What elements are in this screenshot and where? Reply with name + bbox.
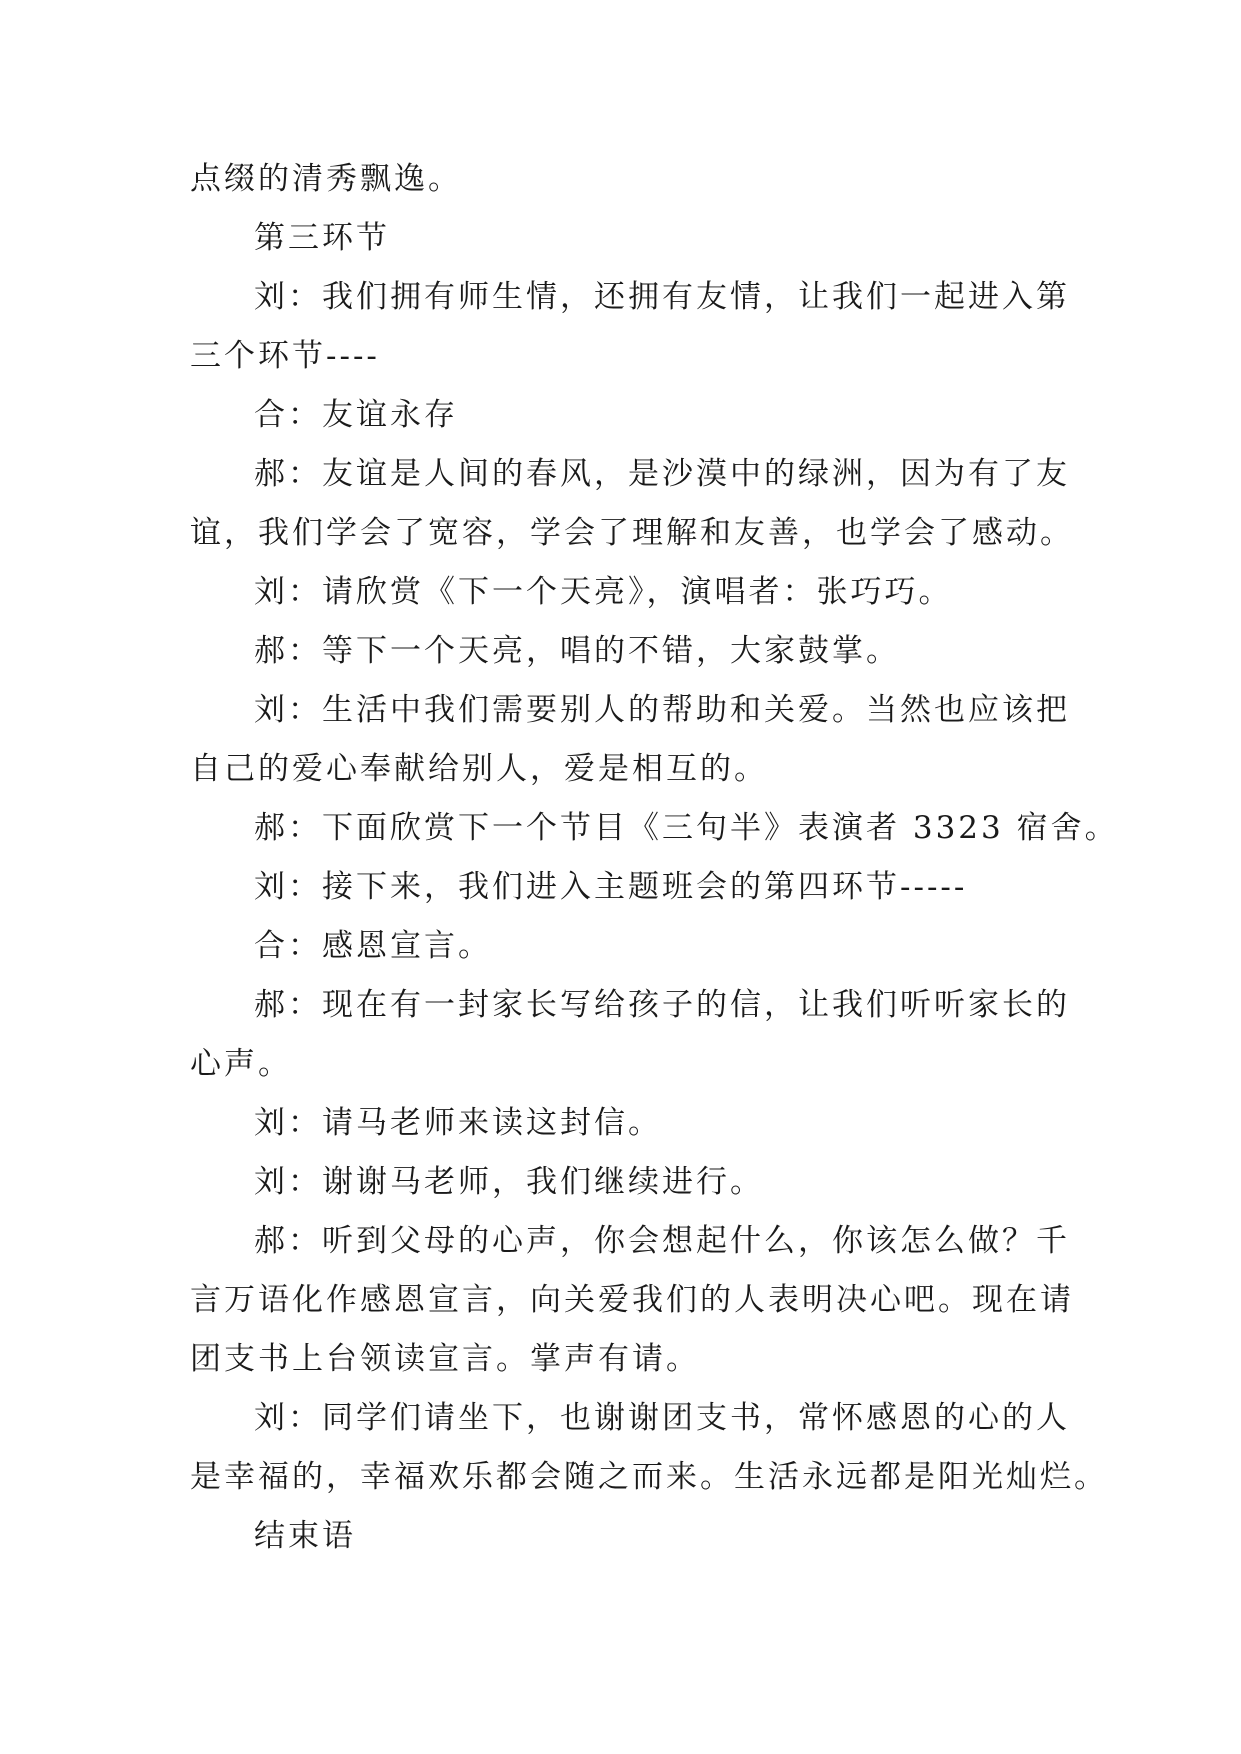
text-line: 刘：生活中我们需要别人的帮助和关爱。当然也应该把 (254, 692, 1070, 728)
text-line: 刘：我们拥有师生情，还拥有友情，让我们一起进入第 (254, 279, 1070, 315)
text-line: 团支书上台领读宣言。掌声有请。 (190, 1341, 700, 1377)
document-page (190, 150, 1119, 1566)
text-line: 刘：请欣赏《下一个天亮》，演唱者：张巧巧。 (254, 574, 953, 610)
text-line: 点缀的清秀飘逸。 (190, 161, 462, 197)
text-line: 心声。 (190, 1046, 292, 1082)
text-line: 郝：现在有一封家长写给孩子的信，让我们听听家长的 (254, 987, 1070, 1023)
text-line: 自己的爱心奉献给别人，爱是相互的。 (190, 751, 768, 787)
text-line: 三个环节---- (190, 338, 380, 374)
text-line: 刘：同学们请坐下，也谢谢团支书，常怀感恩的心的人 (254, 1400, 1070, 1436)
section-heading: 第三环节 (254, 220, 390, 256)
text-line: 刘：谢谢马老师，我们继续进行。 (254, 1164, 764, 1200)
text-line: 郝：友谊是人间的春风，是沙漠中的绿洲，因为有了友 (254, 456, 1070, 492)
text-line: 郝：听到父母的心声，你会想起什么，你该怎么做？千 (254, 1223, 1070, 1259)
section-heading: 结束语 (254, 1518, 356, 1554)
text-line: 郝：等下一个天亮，唱的不错，大家鼓掌。 (254, 633, 900, 669)
text-line: 合：感恩宣言。 (254, 928, 492, 964)
text-line: 谊，我们学会了宽容，学会了理解和友善，也学会了感动。 (190, 515, 1074, 551)
text-line: 刘：请马老师来读这封信。 (254, 1105, 662, 1141)
text-line: 合：友谊永存 (254, 397, 458, 433)
text-line: 郝：下面欣赏下一个节目《三句半》表演者 3323 宿舍。 (254, 810, 1119, 846)
text-line: 刘：接下来，我们进入主题班会的第四环节----- (254, 869, 968, 905)
text-line: 言万语化作感恩宣言，向关爱我们的人表明决心吧。现在请 (190, 1282, 1074, 1318)
text-line: 是幸福的，幸福欢乐都会随之而来。生活永远都是阳光灿烂。 (190, 1459, 1108, 1495)
